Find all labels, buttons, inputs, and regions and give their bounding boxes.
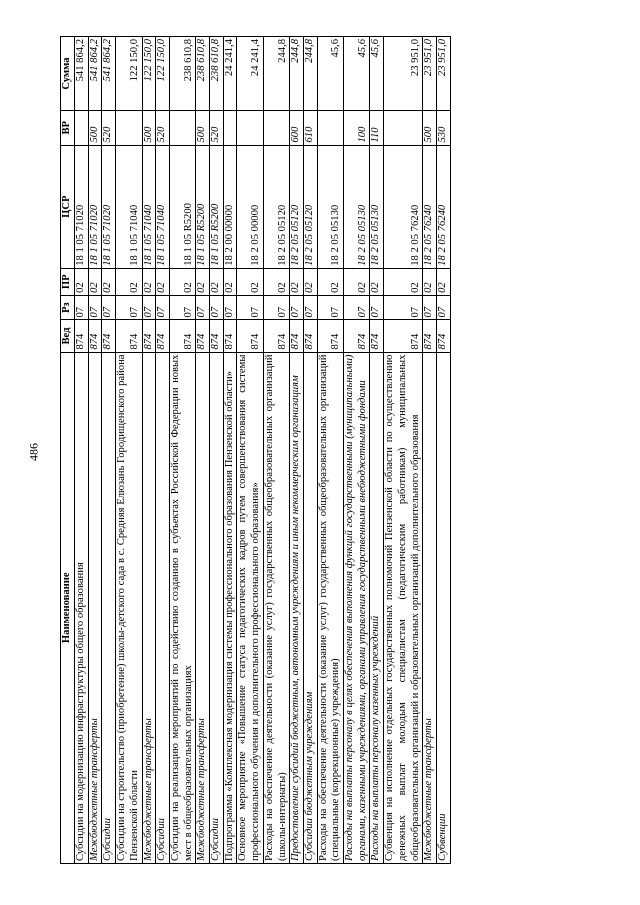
cell-rz: 07 [169,295,195,320]
table-row [263,37,289,864]
table-row [370,37,384,864]
cell-rz: 07 [196,295,210,320]
cell-csr: 18 2 05 00000 [237,145,263,268]
cell-name: Субвенции [436,352,450,863]
cell-pr: 02 [88,268,102,295]
cell-name: Расходы на выплаты персоналу казенных учреждений [370,352,384,863]
cell-sum: 238 610,8 [210,37,224,111]
cell-name: Межбюджетные трансферты [196,352,210,863]
header-csr: ЦСР [61,145,75,268]
cell-rz: 07 [223,295,237,320]
table-row [384,37,423,864]
cell-sum: 122 150,0 [156,37,170,111]
cell-vr: 500 [196,111,210,146]
cell-ved: 874 [196,320,210,352]
cell-csr: 18 1 05 71040 [156,145,170,268]
cell-csr: 18 1 05 71040 [142,145,156,268]
cell-rz: 07 [210,295,224,320]
cell-sum: 244,8 [303,37,317,111]
cell-vr: 520 [102,111,116,146]
cell-pr: 02 [142,268,156,295]
cell-rz: 07 [263,295,289,320]
cell-vr: 500 [423,111,437,146]
cell-csr: 18 2 05 05130 [344,145,370,268]
cell-ved: 874 [102,320,116,352]
header-pr: ПР [61,268,75,295]
table-row [210,37,224,864]
cell-csr: 18 1 05 R5200 [196,145,210,268]
cell-name: Субсидии [102,352,116,863]
cell-vr: 600 [290,111,304,146]
cell-vr [237,111,263,146]
cell-pr: 02 [116,268,142,295]
cell-pr: 02 [169,268,195,295]
cell-sum: 45,6 [370,37,384,111]
cell-vr: 110 [370,111,384,146]
cell-sum: 238 610,8 [196,37,210,111]
cell-rz: 07 [102,295,116,320]
cell-vr: 530 [436,111,450,146]
cell-vr: 520 [210,111,224,146]
table-row [102,37,116,864]
cell-sum: 45,6 [317,37,343,111]
cell-name: Субсидии [156,352,170,863]
header-rz: Рз [61,295,75,320]
cell-ved: 874 [88,320,102,352]
cell-csr: 18 1 05 71020 [75,145,89,268]
header-sum: Сумма [61,37,75,111]
cell-name: Предоставление субсидий бюджетным, автономным учреждениям и иным некоммерческим организациям [290,352,304,863]
cell-pr: 02 [423,268,437,295]
cell-name: Расходы на обеспечение деятельности (оказание услуг) государственных общеобразовательных организаций (специальные (коррекционные) учреждения) [317,352,343,863]
cell-pr: 02 [156,268,170,295]
cell-name: Межбюджетные трансферты [88,352,102,863]
cell-vr [223,111,237,146]
cell-vr [263,111,289,146]
rotated-table-sheet [60,36,632,864]
table-row [142,37,156,864]
cell-name: Межбюджетные трансферты [142,352,156,863]
cell-name: Субсидии [210,352,224,863]
cell-sum: 23 951,0 [436,37,450,111]
cell-pr: 02 [237,268,263,295]
cell-sum: 122 150,0 [142,37,156,111]
cell-sum: 45,6 [344,37,370,111]
cell-pr: 02 [196,268,210,295]
table-row [317,37,343,864]
table-row [75,37,89,864]
table-row [169,37,195,864]
cell-rz: 07 [436,295,450,320]
cell-csr: 18 2 05 05120 [263,145,289,268]
table-row [436,37,450,864]
header-name: Наименование [61,352,75,863]
cell-csr: 18 2 05 05120 [290,145,304,268]
cell-pr: 02 [384,268,423,295]
cell-name: Субсидии бюджетным учреждениям [303,352,317,863]
cell-rz: 07 [75,295,89,320]
table-row [290,37,304,864]
cell-ved: 874 [423,320,437,352]
cell-sum: 541 864,2 [102,37,116,111]
cell-csr: 18 2 00 00000 [223,145,237,268]
cell-vr [169,111,195,146]
header-vr: ВР [61,111,75,146]
cell-csr: 18 1 05 R5200 [210,145,224,268]
cell-pr: 02 [263,268,289,295]
cell-vr [384,111,423,146]
cell-pr: 02 [303,268,317,295]
cell-pr: 02 [344,268,370,295]
table-row [237,37,263,864]
table-row [116,37,142,864]
cell-csr: 18 2 05 76240 [436,145,450,268]
cell-pr: 02 [75,268,89,295]
cell-vr: 610 [303,111,317,146]
cell-rz: 07 [142,295,156,320]
cell-sum: 238 610,8 [169,37,195,111]
cell-ved: 874 [142,320,156,352]
cell-sum: 541 864,2 [88,37,102,111]
cell-rz: 07 [290,295,304,320]
cell-ved: 874 [156,320,170,352]
cell-name: Субсидии на строительство (приобретение) школы-детского сада в с. Средняя Елюзань Городищенского района Пензенской области [116,352,142,863]
cell-name: Подпрограмма «Комплексная модернизация системы профессионального образования Пензенской области» [223,352,237,863]
cell-ved: 874 [75,320,89,352]
cell-ved: 874 [436,320,450,352]
cell-csr: 18 2 05 76240 [423,145,437,268]
cell-rz: 07 [384,295,423,320]
cell-pr: 02 [102,268,116,295]
cell-ved: 874 [223,320,237,352]
cell-csr: 18 2 05 05130 [370,145,384,268]
cell-pr: 02 [436,268,450,295]
cell-rz: 07 [156,295,170,320]
cell-vr: 520 [156,111,170,146]
cell-ved: 874 [237,320,263,352]
cell-sum: 244,8 [290,37,304,111]
cell-name: Субсидии на модернизацию инфраструктуры общего образования [75,352,89,863]
cell-sum: 244,8 [263,37,289,111]
cell-sum: 541 864,2 [75,37,89,111]
table-row [156,37,170,864]
cell-rz: 07 [317,295,343,320]
cell-sum: 122 150,0 [116,37,142,111]
table-header-row [61,37,75,864]
cell-vr [75,111,89,146]
cell-rz: 07 [116,295,142,320]
cell-vr: 500 [88,111,102,146]
table-row [196,37,210,864]
cell-vr [317,111,343,146]
cell-pr: 02 [223,268,237,295]
cell-rz: 07 [423,295,437,320]
cell-rz: 07 [88,295,102,320]
cell-pr: 02 [317,268,343,295]
cell-name: Субвенция на исполнение отдельных государственных полномочий Пензенской области по осуществлению денежных выплат молодым специалистам (педагогическим работникам) муниципальных общеобразовательных организаций и образовательных организаций дополнительного образования [384,352,423,863]
cell-rz: 07 [237,295,263,320]
cell-csr: 18 1 05 R5200 [169,145,195,268]
cell-csr: 18 2 05 05120 [303,145,317,268]
cell-csr: 18 1 05 71040 [116,145,142,268]
cell-name: Расходы на выплаты персоналу в целях обеспечения выполнения функций государственными (муниципальными) органами, казенными учреждениями, органами управления государственными внебюджетными фондами [344,352,370,863]
cell-ved: 874 [116,320,142,352]
cell-pr: 02 [370,268,384,295]
cell-rz: 07 [370,295,384,320]
cell-name: Расходы на обеспечение деятельности (оказание услуг) государственных общеобразовательных организаций (школы-интернаты) [263,352,289,863]
table-row [423,37,437,864]
header-ved: Вед [61,320,75,352]
cell-vr [116,111,142,146]
cell-ved: 874 [344,320,370,352]
cell-name: Основное мероприятие «Повышение статуса педагогических кадров путем совершенствования системы профессионального обучения и дополнительного профессионального образования» [237,352,263,863]
cell-rz: 07 [303,295,317,320]
cell-ved: 874 [384,320,423,352]
table-row [344,37,370,864]
cell-ved: 874 [290,320,304,352]
cell-csr: 18 2 05 76240 [384,145,423,268]
cell-sum: 24 241,4 [223,37,237,111]
cell-sum: 23 951,0 [423,37,437,111]
cell-name: Межбюджетные трансферты [423,352,437,863]
cell-csr: 18 2 05 05130 [317,145,343,268]
cell-ved: 874 [303,320,317,352]
cell-ved: 874 [370,320,384,352]
cell-pr: 02 [290,268,304,295]
table-row [303,37,317,864]
table-row [223,37,237,864]
cell-vr: 500 [142,111,156,146]
cell-rz: 07 [344,295,370,320]
cell-csr: 18 1 05 71020 [102,145,116,268]
cell-vr: 100 [344,111,370,146]
cell-csr: 18 1 05 71020 [88,145,102,268]
cell-name: Субсидии на реализацию мероприятий по содействию созданию в субъектах Российской Федерации новых мест в общеобразовательных организациях [169,352,195,863]
budget-table [60,36,451,864]
cell-ved: 874 [210,320,224,352]
cell-ved: 874 [263,320,289,352]
page-number: 486 [26,443,41,461]
cell-sum: 23 951,0 [384,37,423,111]
cell-sum: 24 241,4 [237,37,263,111]
table-body [75,37,451,864]
table-row [88,37,102,864]
cell-ved: 874 [169,320,195,352]
cell-ved: 874 [317,320,343,352]
cell-pr: 02 [210,268,224,295]
